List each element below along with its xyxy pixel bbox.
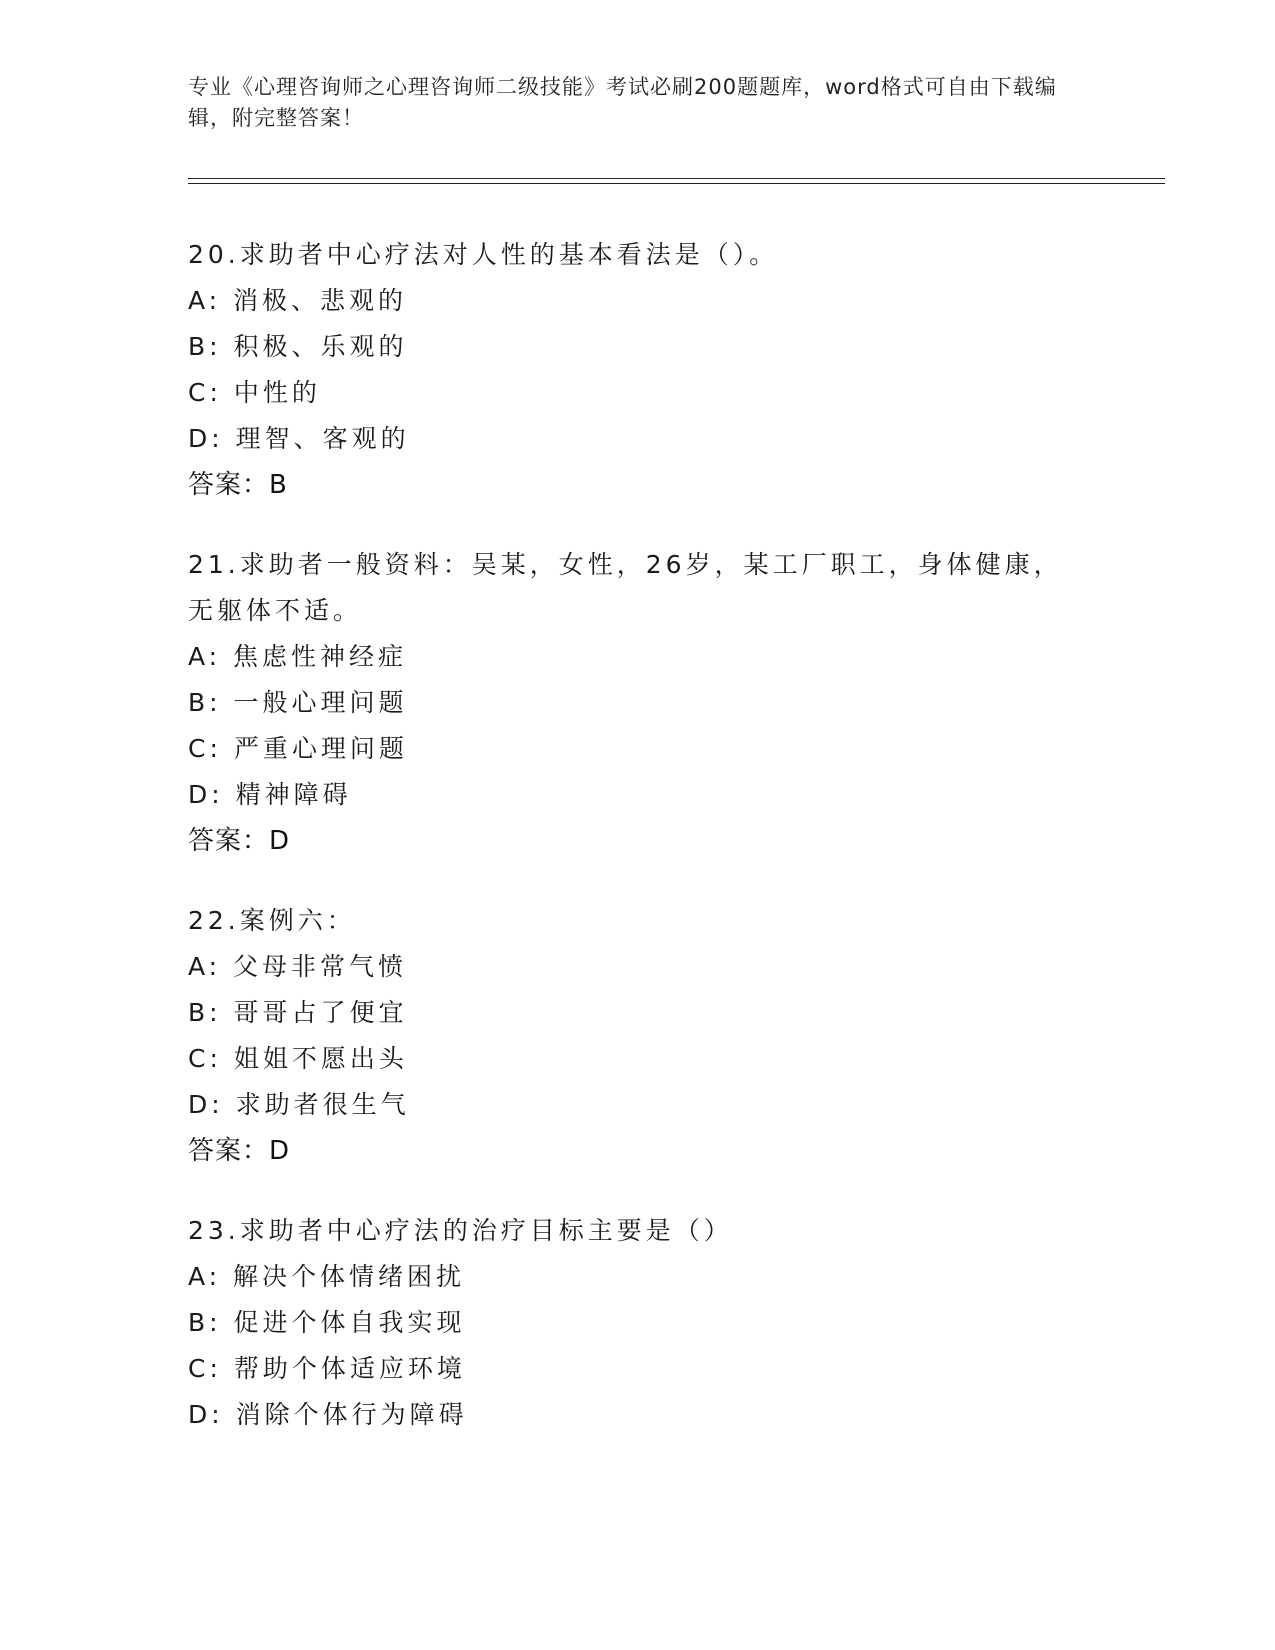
answer: 答案：D [188,826,291,856]
header-rule-bottom [188,183,1165,184]
document-header: 专业《心理咨询师之心理咨询师二级技能》考试必刷200题题库，word格式可自由下载编辑，附完整答案！ [188,75,1057,130]
question-20 [188,232,1088,508]
option-b: B: 一般心理问题 [188,688,408,717]
option-d: D: 理智、客观的 [188,424,410,453]
option-d: D: 求助者很生气 [188,1090,410,1119]
option-b: B: 积极、乐观的 [188,332,408,361]
question-stem: 22.案例六： [188,906,356,935]
answer: 答案：D [188,1136,291,1166]
header-rule-top [188,178,1165,179]
question-stem: 21.求助者一般资料：吴某，女性，26岁，某工厂职工，身体健康，无躯体不适。 [188,550,1063,625]
answer: 答案：B [188,470,288,500]
question-23 [188,1208,1088,1438]
question-stem: 20.求助者中心疗法对人性的基本看法是（）。 [188,240,779,269]
option-b: B: 促进个体自我实现 [188,1308,466,1337]
question-stem: 23.求助者中心疗法的治疗目标主要是（） [188,1216,733,1245]
option-c: C: 姐姐不愿出头 [188,1044,408,1073]
option-a: A: 消极、悲观的 [188,286,408,315]
option-c: C: 帮助个体适应环境 [188,1354,466,1383]
option-c: C: 中性的 [188,378,321,407]
option-d: D: 精神障碍 [188,780,352,809]
option-a: A: 父母非常气愤 [188,952,408,981]
option-d: D: 消除个体行为障碍 [188,1400,468,1429]
option-c: C: 严重心理问题 [188,734,408,763]
question-22 [188,898,1088,1174]
option-a: A: 焦虑性神经症 [188,642,408,671]
option-a: A: 解决个体情绪困扰 [188,1262,466,1291]
option-b: B: 哥哥占了便宜 [188,998,408,1027]
question-list [188,232,1088,1472]
question-21 [188,542,1088,864]
